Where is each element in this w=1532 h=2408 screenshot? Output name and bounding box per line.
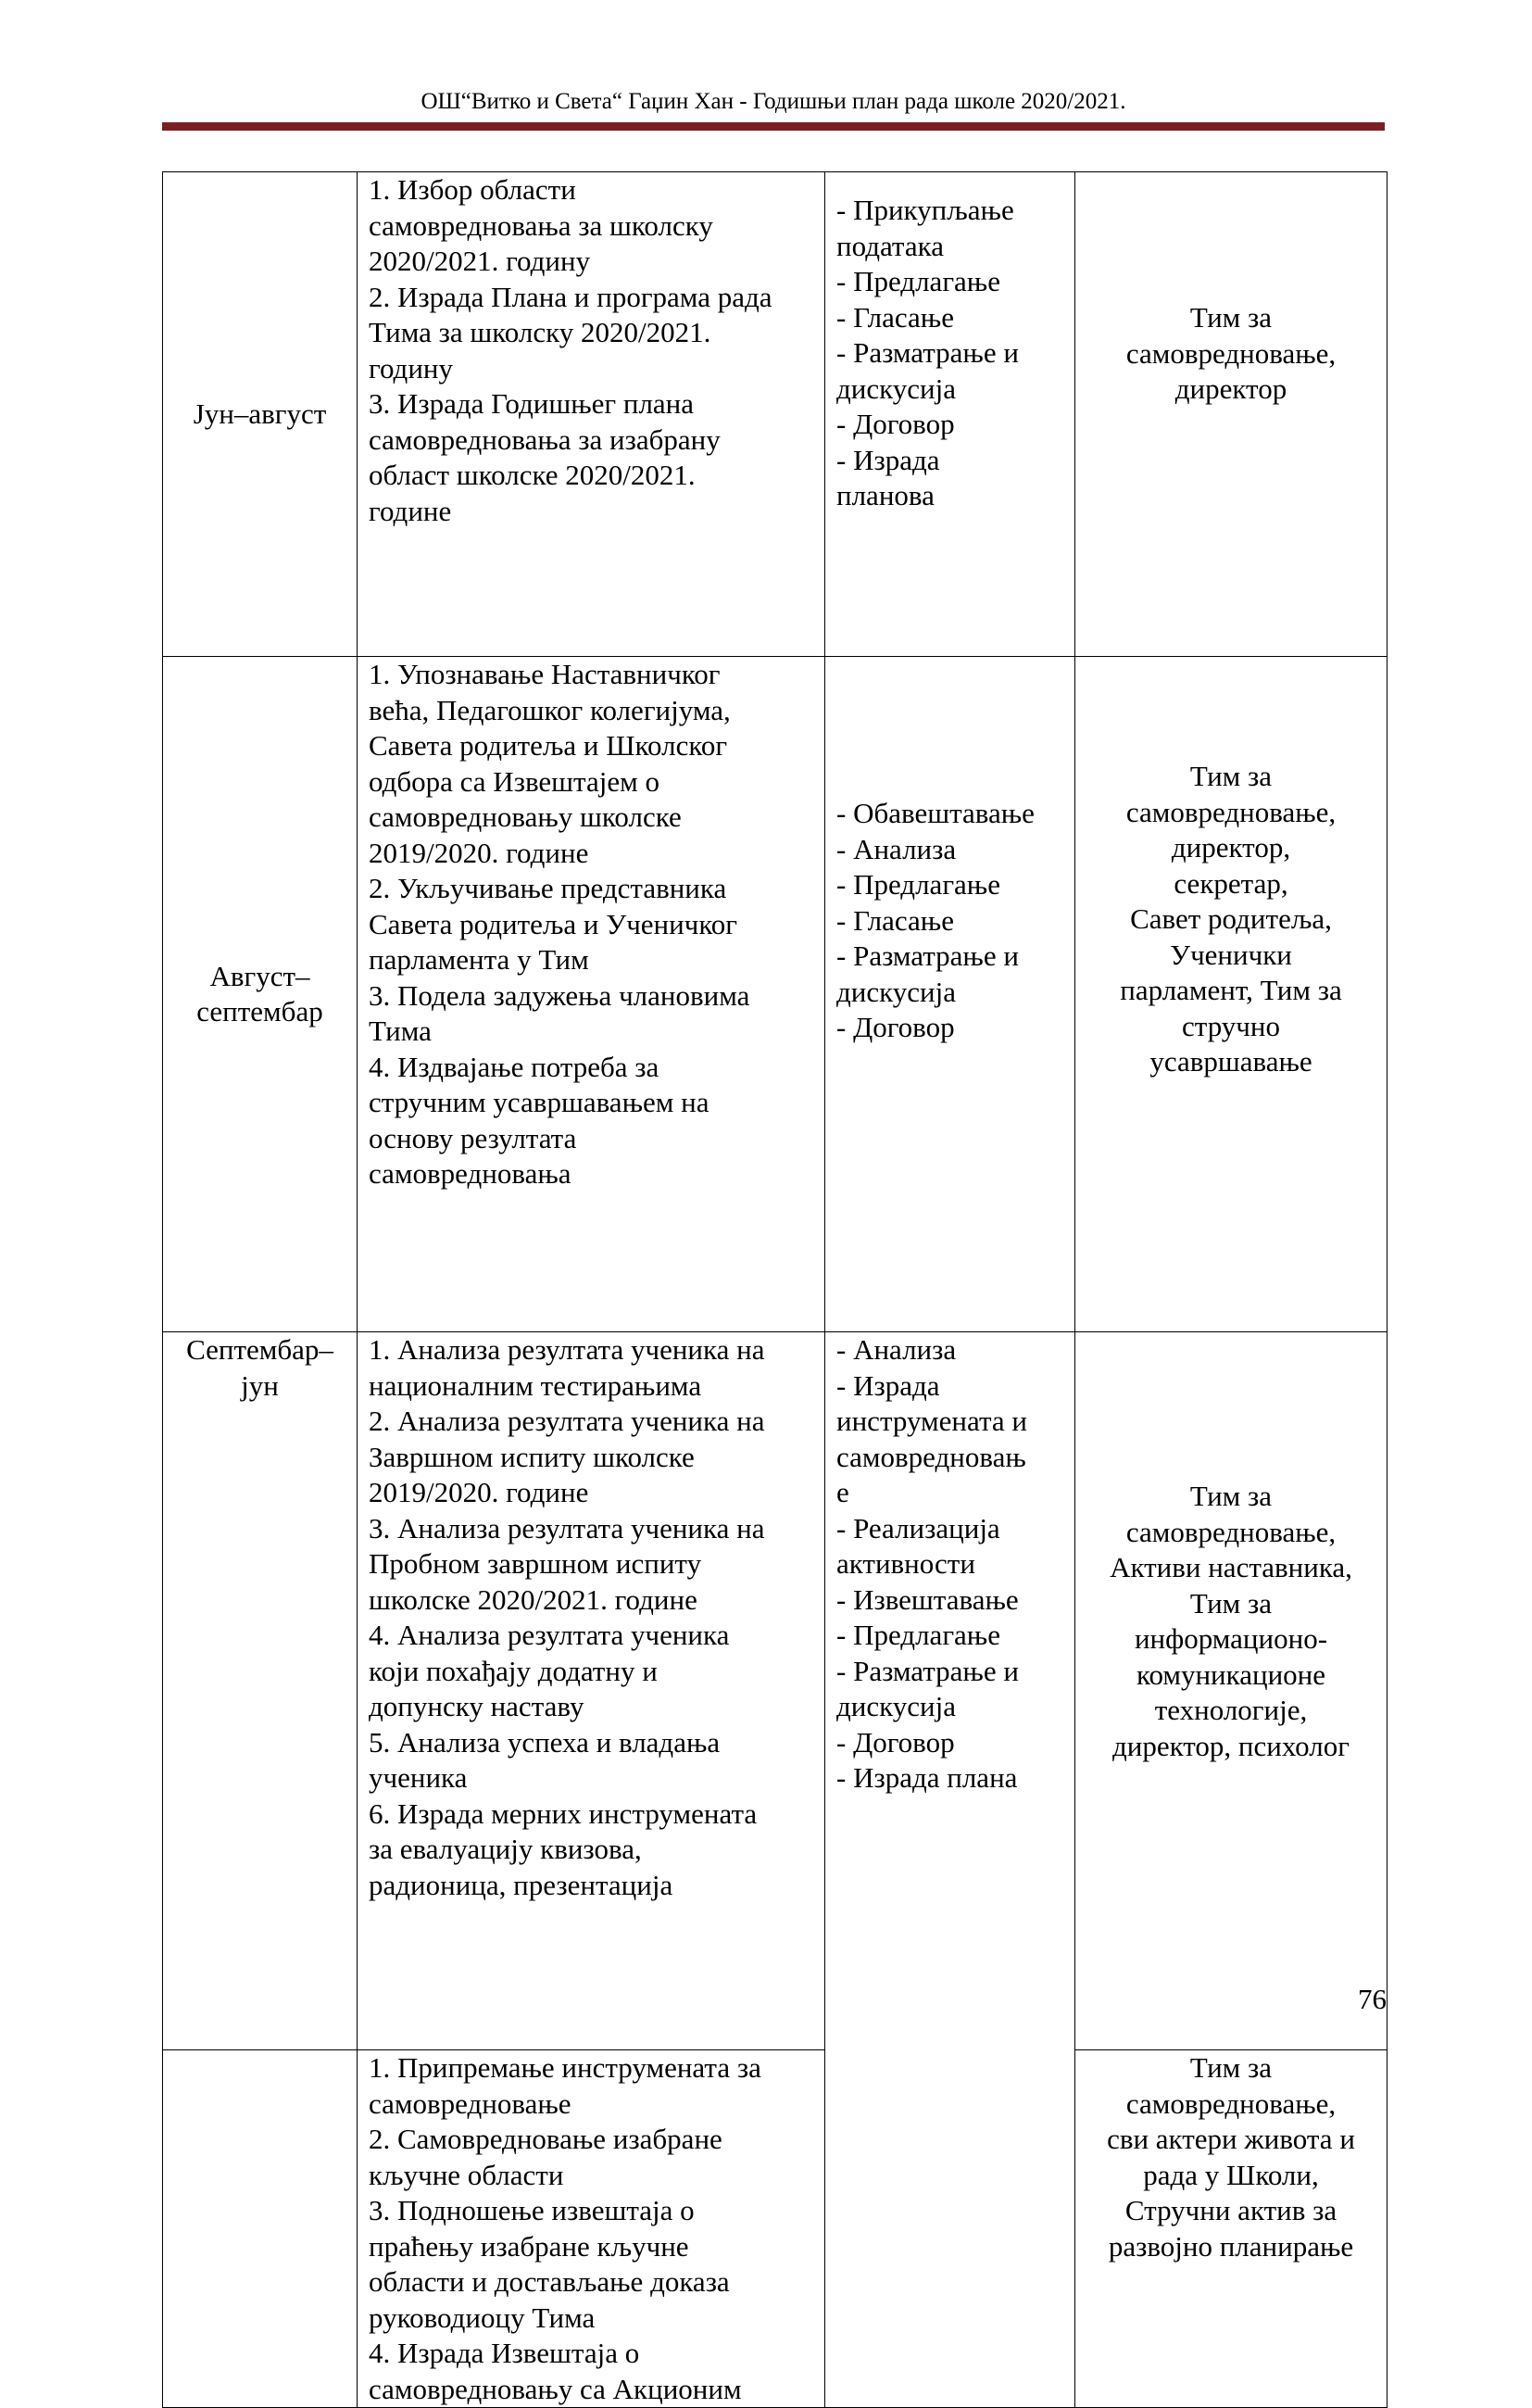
cell-line: - Анализа (836, 832, 957, 865)
cell-line: директор, психолог (1112, 1729, 1350, 1762)
cell-line: 3. Подношење извештаја о (369, 2194, 695, 2226)
activities-cell (358, 1332, 825, 2050)
cell-line: директор (1174, 372, 1287, 405)
cell-line: е (836, 1476, 849, 1508)
cell-line: Јун–август (193, 397, 327, 430)
cell-line: самовредновањ (836, 1440, 1026, 1473)
responsible-cell (1075, 2050, 1388, 2408)
cell-line: Тим за (1189, 1586, 1273, 1620)
cell-line: Стручни актив за (1124, 2194, 1337, 2226)
cell-line: године (369, 494, 452, 527)
cell-line: комуникационе (1136, 1658, 1326, 1691)
responsible-cell (1075, 657, 1388, 1332)
cell-line: - Израда (836, 443, 940, 476)
cell-line: - Израда (836, 1368, 940, 1402)
cell-line: одбора са Извештајем о (369, 764, 659, 798)
activities-cell (358, 657, 825, 1332)
cell-line: Тима (369, 1015, 432, 1047)
cell-line: планова (836, 479, 935, 511)
cell-line: самовредновање, (1125, 1515, 1337, 1548)
cell-line: 1. Избор области (369, 173, 576, 206)
cell-line: дискусија (836, 372, 956, 405)
cell-line: Тим за (1189, 301, 1273, 334)
table-row (163, 1332, 1388, 2050)
cell-line: самовредновања за школску (369, 208, 713, 242)
cell-line: - Гласање (836, 903, 954, 937)
cell-line: Пробном завршном испиту (369, 1547, 702, 1580)
cell-line: Завршном испиту школске (369, 1440, 695, 1473)
cell-line: самовредновању школске (369, 801, 682, 833)
cell-line: самовредновању са Акционим (369, 2372, 742, 2405)
cell-line: усавршавање (1149, 1045, 1312, 1078)
cell-line: самовредновање, (1125, 2087, 1337, 2120)
cell-line: - Гласање (836, 300, 954, 334)
cell-line: развојно планирање (1108, 2229, 1354, 2263)
cell-line: 1. Анализа резултата ученика на (369, 1333, 765, 1366)
activities-cell (358, 2050, 825, 2408)
cell-line: школске 2020/2021. године (369, 1582, 697, 1616)
cell-line: директор, (1171, 831, 1291, 864)
cell-line: 2. Анализа резултата ученика на (369, 1405, 765, 1437)
methods-cell (825, 1332, 1075, 2408)
cell-line: самовредновања (369, 1157, 571, 1190)
cell-line: 1. Упознавање Наставничког (369, 658, 721, 690)
cell-line: Тима за школску 2020/2021. (369, 316, 711, 348)
cell-line: допунску наставу (369, 1690, 584, 1722)
cell-line: јун (241, 1368, 279, 1402)
cell-line: сви актери живота и (1107, 2123, 1355, 2155)
cell-line: праћењу изабране кључне (369, 2229, 689, 2263)
cell-line: Савета родитеља и Школског (369, 729, 728, 762)
cell-line: - Договор (836, 408, 955, 440)
cell-line: 2. Укључивање представника (369, 872, 727, 904)
cell-line: кључне области (369, 2158, 564, 2191)
cell-line: већа, Педагошког колегијума, (369, 693, 731, 726)
cell-line: руководиоцу Тима (369, 2301, 596, 2334)
cell-line: област школске 2020/2021. (369, 459, 696, 491)
cell-line: - Анализа (836, 1333, 957, 1366)
period-cell (163, 657, 358, 1332)
cell-line: - Предлагање (836, 265, 1000, 297)
cell-line: 5. Анализа успеха и владања (369, 1725, 721, 1759)
cell-line: годину (369, 351, 454, 385)
period-cell (163, 1332, 358, 2050)
cell-line: - Предлагање (836, 1619, 1000, 1651)
responsible-cell (1075, 1332, 1388, 2050)
table-row (163, 172, 1388, 657)
cell-line: Тим за (1189, 1480, 1273, 1512)
cell-line: за евалуацију квизова, (369, 1833, 642, 1865)
cell-line: области и достављање доказа (369, 2265, 730, 2298)
cell-line: радионица, презентација (369, 1868, 673, 1901)
cell-line: Ученички (1170, 938, 1292, 971)
plan-table (162, 171, 1388, 2408)
cell-line: парламента у Тим (369, 943, 589, 976)
cell-line: основу резултата (369, 1121, 577, 1154)
cell-line: инструмената и (836, 1405, 1027, 1437)
cell-line: - Обавештавање (836, 797, 1035, 829)
cell-line: самовредновање, (1125, 336, 1337, 370)
page-number: 76 (1358, 1983, 1387, 2015)
cell-line: 2. Самовредновање изабране (369, 2123, 722, 2155)
cell-line: података (836, 229, 944, 262)
cell-line: стручно (1182, 1009, 1280, 1042)
cell-line: националним тестирањима (369, 1368, 702, 1402)
cell-line: 3. Анализа резултата ученика на (369, 1511, 765, 1544)
methods-cell (825, 172, 1075, 657)
cell-line: - Реализација (836, 1511, 1000, 1544)
table-row (163, 657, 1388, 1332)
cell-line: - Договор (836, 1011, 955, 1043)
cell-line: 4. Израда Извештаја о (369, 2337, 640, 2369)
cell-line: Септембар– (186, 1333, 333, 1366)
responsible-cell (1075, 172, 1388, 657)
cell-line: - Предлагање (836, 868, 1000, 901)
cell-line: 2019/2020. године (369, 836, 589, 869)
cell-line: рада у Школи, (1143, 2158, 1319, 2191)
cell-line: 3. Подела задужења члановима (369, 978, 750, 1012)
methods-cell (825, 657, 1075, 1332)
header-rule (162, 122, 1385, 131)
cell-line: - Разматрање и (836, 1654, 1019, 1687)
cell-line: Август– (209, 959, 310, 992)
cell-line: - Израда плана (836, 1761, 1018, 1794)
period-cell (163, 2050, 358, 2408)
cell-line: дискусија (836, 1690, 956, 1722)
cell-line: самовредновање, (1125, 795, 1337, 828)
cell-line: 3. Израда Годишњег плана (369, 387, 695, 420)
cell-line: Тим за (1189, 760, 1273, 792)
cell-line: информационо- (1134, 1622, 1328, 1655)
cell-line: 2. Израда Плана и програма рада (369, 280, 772, 313)
cell-line: - Договор (836, 1725, 955, 1759)
cell-line: Савета родитеља и Ученичког (369, 907, 738, 940)
cell-line: 2019/2020. године (369, 1476, 589, 1508)
cell-line: септембар (196, 995, 323, 1027)
cell-line: - Извештавање (836, 1582, 1019, 1616)
cell-line: 1. Припремање инструмената за (369, 2051, 761, 2084)
cell-line: Активи наставника, (1110, 1551, 1352, 1583)
cell-line: - Прикупљање (836, 194, 1014, 226)
cell-line: 2020/2021. годину (369, 245, 591, 277)
cell-line: 4. Анализа резултата ученика (369, 1619, 730, 1651)
cell-line: - Разматрање и (836, 939, 1019, 972)
cell-line: 4. Издвајање потреба за (369, 1050, 659, 1083)
period-cell (163, 172, 358, 657)
cell-line: дискусија (836, 975, 956, 1008)
cell-line: активности (836, 1547, 975, 1580)
cell-line: самовредновање (369, 2087, 571, 2120)
activities-cell (358, 172, 825, 657)
cell-line: секретар, (1174, 866, 1288, 900)
cell-line: парламент, Тим за (1120, 974, 1342, 1006)
cell-line: 6. Израда мерних инструмената (369, 1797, 758, 1830)
cell-line: Савет родитеља, (1130, 902, 1332, 935)
cell-line: технологије, (1154, 1694, 1308, 1726)
cell-line: стручним усавршавањем на (369, 1086, 709, 1118)
cell-line: који похађају додатну и (369, 1654, 658, 1687)
table-row (163, 2050, 1388, 2408)
page-header: ОШ“Витко и Света“ Гаџин Хан - Годишњи план рада школе 2020/2021. (421, 89, 1126, 114)
cell-line: Тим за (1189, 2051, 1273, 2084)
cell-line: - Разматрање и (836, 336, 1019, 369)
cell-line: ученика (369, 1761, 468, 1794)
cell-line: самовредновања за изабрану (369, 422, 721, 456)
